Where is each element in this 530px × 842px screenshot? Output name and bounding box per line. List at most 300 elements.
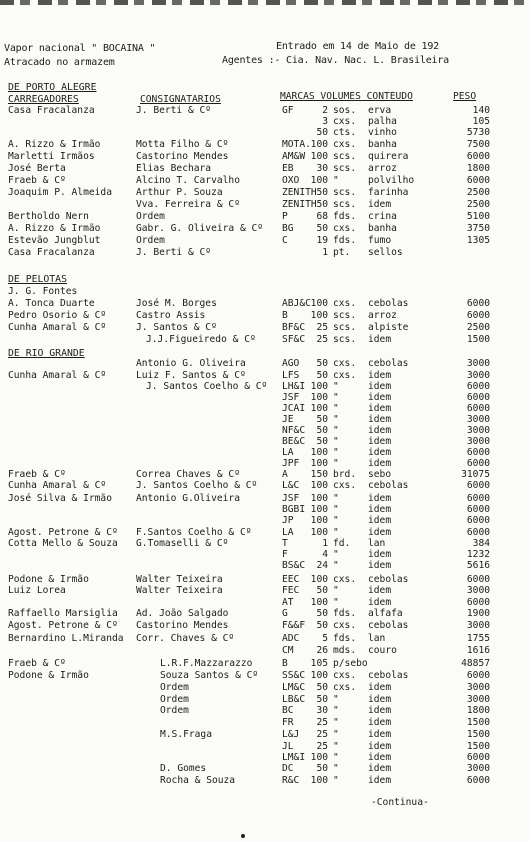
manifest-row (0, 286, 530, 297)
weight-cell: 7500 (466, 139, 490, 150)
package-cell: " (333, 527, 339, 538)
weight-cell: 1800 (466, 705, 490, 716)
consignee-cell: F.Santos Coelho & Cº (136, 527, 252, 538)
weight-cell: 6000 (466, 597, 490, 608)
manifest-row (0, 763, 530, 774)
consignee-cell: Castro Assis (136, 310, 206, 321)
contents-cell: cebolas (368, 358, 409, 369)
package-cell: " (333, 585, 339, 596)
contents-cell: idem (368, 458, 392, 469)
mark-cell: JSF (282, 493, 300, 504)
contents-cell: couro (368, 645, 397, 656)
manifest-row (0, 670, 530, 681)
quantity-cell: 68 (316, 211, 328, 222)
consignee-cell: J. Berti & Cº (136, 105, 212, 116)
quantity-cell: 25 (316, 334, 328, 345)
consignee-cell: J. Santos & Cº (136, 322, 217, 333)
weight-cell: 384 (472, 538, 490, 549)
quantity-cell: 26 (316, 645, 328, 656)
consignee-cell: Rocha & Souza (160, 775, 236, 786)
manifest-row (0, 694, 530, 705)
volumes-column-header: MARCAS VOLUMES CONTEUDO (280, 91, 413, 102)
weight-cell: 1500 (466, 717, 490, 728)
weight-cell: 6000 (466, 403, 490, 414)
shipper-cell: Cunha Amaral & Cº (8, 480, 107, 491)
weight-cell: 3000 (466, 436, 490, 447)
mark-cell: EEC (282, 574, 300, 585)
quantity-cell: 100 (310, 752, 328, 763)
weight-cell: 2500 (466, 199, 490, 210)
package-cell: " (333, 381, 339, 392)
package-cell: cxs. (333, 574, 357, 585)
shipper-cell: Casa Fracalanza (8, 247, 95, 258)
contents-cell: alpiste (368, 322, 409, 333)
quantity-cell: 50 (316, 370, 328, 381)
mark-cell: F (282, 549, 288, 560)
consignee-cell: L.R.F.Mazzarazzo (160, 658, 253, 669)
quantity-cell: 50 (316, 608, 328, 619)
package-cell: " (333, 597, 339, 608)
contents-cell: arroz (368, 163, 397, 174)
mark-cell: ZENITH (282, 199, 317, 210)
manifest-row (0, 436, 530, 447)
quantity-cell: 100 (310, 504, 328, 515)
weight-cell: 3750 (466, 223, 490, 234)
manifest-row (0, 775, 530, 786)
contents-cell: alfafa (368, 608, 403, 619)
manifest-row (0, 515, 530, 526)
weight-cell: 5616 (466, 560, 490, 571)
mark-cell: BG (282, 223, 294, 234)
mark-cell: LB&C (282, 694, 306, 705)
mark-cell: JPF (282, 458, 300, 469)
section-title: DE RIO GRANDE (8, 348, 85, 359)
weight-cell: 3000 (466, 682, 490, 693)
weight-cell: 1305 (466, 235, 490, 246)
manifest-row (0, 403, 530, 414)
package-cell: fds. (333, 211, 357, 222)
package-cell: " (333, 447, 339, 458)
quantity-cell: 50 (316, 187, 328, 198)
mark-cell: BS&C (282, 560, 306, 571)
weight-column-header: PESO (453, 91, 477, 102)
contents-cell: idem (368, 741, 392, 752)
package-cell: cxs. (333, 620, 357, 631)
weight-cell: 6000 (466, 175, 490, 186)
manifest-row (0, 504, 530, 515)
quantity-cell: 50 (316, 620, 328, 631)
manifest-row (0, 127, 530, 138)
manifest-row (0, 187, 530, 198)
weight-cell: 140 (472, 105, 490, 116)
mark-cell: LM&I (282, 752, 306, 763)
quantity-cell: 50 (316, 199, 328, 210)
package-cell: cxs. (333, 370, 357, 381)
mark-cell: LH&I (282, 381, 306, 392)
quantity-cell: 100 (310, 458, 328, 469)
package-cell: " (333, 458, 339, 469)
package-cell: " (333, 763, 339, 774)
contents-cell: idem (368, 370, 392, 381)
quantity-cell: 1 (322, 247, 328, 258)
consignee-cell: Motta Filho & Cº (136, 139, 229, 150)
quantity-cell: 100 (310, 447, 328, 458)
quantity-cell: 100 (310, 310, 328, 321)
package-cell: cxs. (333, 358, 357, 369)
manifest-row (0, 574, 530, 585)
package-cell: cts. (333, 127, 357, 138)
mark-cell: C (282, 235, 288, 246)
shipper-cell: Cunha Amaral & Cº (8, 370, 107, 381)
manifest-row (0, 247, 530, 258)
quantity-cell: 30 (316, 705, 328, 716)
consignee-cell: Correa Chaves & Cº (136, 469, 240, 480)
manifest-row (0, 116, 530, 127)
weight-cell: 6000 (466, 298, 490, 309)
consignee-cell: Souza Santos & Cº (160, 670, 259, 681)
contents-cell: idem (368, 549, 392, 560)
quantity-cell: 100 (310, 775, 328, 786)
quantity-cell: 50 (316, 414, 328, 425)
manifest-row (0, 370, 530, 381)
contents-cell: arroz (368, 310, 397, 321)
quantity-cell: 100 (310, 480, 328, 491)
shipper-cell: Raffaello Marsiglia (8, 608, 118, 619)
quantity-cell: 105 (310, 658, 328, 669)
manifest-row (0, 682, 530, 693)
contents-cell: idem (368, 447, 392, 458)
contents-cell: idem (368, 717, 392, 728)
mark-cell: G (282, 608, 288, 619)
quantity-cell: 25 (316, 741, 328, 752)
mark-cell: OXO (282, 175, 300, 186)
contents-cell: farinha (368, 187, 409, 198)
package-cell: " (333, 729, 339, 740)
contents-cell: lan (368, 538, 386, 549)
contents-cell: sebo (368, 469, 392, 480)
shipper-cell: Joaquim P. Almeida (8, 187, 112, 198)
package-cell: " (333, 775, 339, 786)
contents-cell: idem (368, 694, 392, 705)
manifest-row (0, 620, 530, 631)
consignee-cell: Elias Bechara (136, 163, 212, 174)
manifest-row (0, 493, 530, 504)
contents-cell: cebolas (368, 480, 409, 491)
quantity-cell: 100 (310, 493, 328, 504)
manifest-row (0, 458, 530, 469)
package-cell: " (333, 549, 339, 560)
contents-cell: banha (368, 223, 397, 234)
weight-cell: 3000 (466, 694, 490, 705)
consignee-cell: Antonio G.Oliveira (136, 493, 240, 504)
manifest-row (0, 658, 530, 669)
mark-cell: JL (282, 741, 294, 752)
contents-cell: idem (368, 705, 392, 716)
shipper-cell: Fraeb & Cº (8, 658, 66, 669)
manifest-row (0, 163, 530, 174)
contents-cell: idem (368, 682, 392, 693)
weight-cell: 6000 (466, 151, 490, 162)
shipper-cell: José Berta (8, 163, 66, 174)
weight-cell: 3000 (466, 370, 490, 381)
manifest-row (0, 549, 530, 560)
weight-cell: 6000 (466, 493, 490, 504)
consignee-cell: J. Santos Coelho & Cº (146, 381, 268, 392)
manifest-row (0, 480, 530, 491)
quantity-cell: 100 (310, 175, 328, 186)
shipper-cell: Marletti Irmãos (8, 151, 95, 162)
mark-cell: A (282, 469, 288, 480)
weight-cell: 105 (472, 116, 490, 127)
manifest-row (0, 322, 530, 333)
shipper-cell: Casa Fracalanza (8, 105, 95, 116)
contents-cell: quirera (368, 151, 409, 162)
contents-cell: idem (368, 414, 392, 425)
contents-cell: idem (368, 381, 392, 392)
mark-cell: DC (282, 763, 294, 774)
contents-cell: erva (368, 105, 392, 116)
weight-cell: 31075 (461, 469, 490, 480)
package-cell: sos. (333, 105, 357, 116)
manifest-row (0, 752, 530, 763)
manifest-row (0, 381, 530, 392)
manifest-row (0, 199, 530, 210)
contents-cell: palha (368, 116, 397, 127)
quantity-cell: 50 (316, 425, 328, 436)
shipper-cell: J. G. Fontes (8, 286, 78, 297)
weight-cell: 6000 (466, 527, 490, 538)
mark-cell: F&&F (282, 620, 306, 631)
manifest-row (0, 425, 530, 436)
contents-cell: idem (368, 527, 392, 538)
weight-cell: 3000 (466, 414, 490, 425)
quantity-cell: 50 (316, 682, 328, 693)
shipper-cell: A. Rizzo & Irmão (8, 139, 101, 150)
package-cell: fds. (333, 608, 357, 619)
mark-cell: SF&C (282, 334, 306, 345)
consignee-cell: Ordem (160, 694, 189, 705)
consignee-cell: Ordem (160, 682, 189, 693)
quantity-cell: 100 (310, 670, 328, 681)
consignee-cell: Gabr. G. Oliveira & Cº (136, 223, 264, 234)
package-cell: cxs. (333, 480, 357, 491)
contents-cell: idem (368, 775, 392, 786)
package-cell: " (333, 752, 339, 763)
manifest-row (0, 139, 530, 150)
manifest-row (0, 538, 530, 549)
contents-cell: idem (368, 515, 392, 526)
weight-cell: 2500 (466, 322, 490, 333)
manifest-row (0, 585, 530, 596)
contents-cell: idem (368, 560, 392, 571)
manifest-row (0, 729, 530, 740)
package-cell: " (333, 414, 339, 425)
quantity-cell: 100 (310, 403, 328, 414)
contents-cell: cebolas (368, 620, 409, 631)
shipper-cell: A. Rizzo & Irmão (8, 223, 101, 234)
quantity-cell: 100 (310, 139, 328, 150)
shipper-cell: Luiz Lorea (8, 585, 66, 596)
shipper-cell: Pedro Osorio & Cº (8, 310, 107, 321)
contents-cell: idem (368, 493, 392, 504)
contents-cell: polvilho (368, 175, 415, 186)
consignee-cell: Alcino T. Carvalho (136, 175, 240, 186)
manifest-row (0, 560, 530, 571)
weight-cell: 5100 (466, 211, 490, 222)
consignee-cell: Walter Teixeira (136, 585, 223, 596)
section-title: DE PELOTAS (8, 274, 67, 285)
package-cell: " (333, 560, 339, 571)
vapor-name: Vapor nacional " BOCAINA " (4, 43, 156, 54)
manifest-row (0, 392, 530, 403)
mark-cell: GF (282, 105, 294, 116)
contents-cell: sellos (368, 247, 403, 258)
mark-cell: LA (282, 527, 294, 538)
manifest-row (0, 705, 530, 716)
package-cell: " (333, 493, 339, 504)
weight-cell: 6000 (466, 310, 490, 321)
consignee-cell: Castorino Mendes (136, 151, 229, 162)
weight-cell: 6000 (466, 574, 490, 585)
weight-cell: 2500 (466, 187, 490, 198)
package-cell: " (333, 504, 339, 515)
shipper-cell: Agost. Petrone & Cº (8, 527, 118, 538)
contents-cell: idem (368, 425, 392, 436)
section-subtitle: CARREGADORES (8, 94, 79, 105)
shipper-cell: Podone & Irmão (8, 670, 89, 681)
quantity-cell: 24 (316, 560, 328, 571)
consignee-cell: Arthur P. Souza (136, 187, 223, 198)
package-cell: " (333, 694, 339, 705)
mark-cell: BF&C (282, 322, 306, 333)
package-cell: scs. (333, 310, 357, 321)
consignee-cell: G.Tomaselli & Cº (136, 538, 229, 549)
mark-cell: L&J (282, 729, 300, 740)
weight-cell: 6000 (466, 480, 490, 491)
mark-cell: LA (282, 447, 294, 458)
quantity-cell: 100 (310, 298, 328, 309)
quantity-cell: 19 (316, 235, 328, 246)
shipper-cell: Bernardino L.Miranda (8, 633, 124, 644)
shipper-cell: Cunha Amaral & Cº (8, 322, 107, 333)
package-cell: fds. (333, 633, 357, 644)
mark-cell: AT (282, 597, 294, 608)
quantity-cell: 4 (322, 549, 328, 560)
manifest-row (0, 334, 530, 345)
mark-cell: NF&C (282, 425, 306, 436)
mark-cell: T (282, 538, 288, 549)
mark-cell: BE&C (282, 436, 306, 447)
mark-cell: JSF (282, 392, 300, 403)
weight-cell: 1232 (466, 549, 490, 560)
mark-cell: JP (282, 515, 294, 526)
mark-cell: AM&W (282, 151, 306, 162)
consignee-cell: Antonio G. Oliveira (136, 358, 246, 369)
quantity-cell: 50 (316, 585, 328, 596)
contents-cell: idem (368, 585, 392, 596)
manifest-row (0, 414, 530, 425)
weight-cell: 1500 (466, 729, 490, 740)
weight-cell: 5730 (466, 127, 490, 138)
weight-cell: 6000 (466, 381, 490, 392)
continued-note: -Continua- (371, 797, 429, 808)
contents-cell: cebolas (368, 298, 409, 309)
manifest-row (0, 469, 530, 480)
manifest-row (0, 527, 530, 538)
shipper-cell: Estevão Jungblut (8, 235, 101, 246)
package-cell: scs. (333, 334, 357, 345)
consignee-cell: Ordem (136, 235, 165, 246)
manifest-row (0, 447, 530, 458)
package-cell: brd. (333, 469, 357, 480)
contents-cell: idem (368, 729, 392, 740)
mark-cell: MOTA. (282, 139, 311, 150)
shipper-cell: Cotta Mello & Souza (8, 538, 118, 549)
mark-cell: ABJ&C (282, 298, 311, 309)
weight-cell: 6000 (466, 670, 490, 681)
weight-cell: 3000 (466, 358, 490, 369)
scan-edge-artifact (0, 0, 530, 5)
shipper-cell: Agost. Petrone & Cº (8, 620, 118, 631)
package-cell: " (333, 392, 339, 403)
package-cell: cxs. (333, 116, 357, 127)
quantity-cell: 100 (310, 392, 328, 403)
mark-cell: B (282, 658, 288, 669)
package-cell: " (333, 436, 339, 447)
quantity-cell: 100 (310, 515, 328, 526)
agents-line: Agentes :- Cia. Nav. Nac. L. Brasileira (222, 55, 449, 66)
manifest-row (0, 358, 530, 369)
quantity-cell: 100 (310, 574, 328, 585)
shipper-cell: Bertholdo Nern (8, 211, 89, 222)
manifest-row (0, 645, 530, 656)
consignee-cell: José M. Borges (136, 298, 217, 309)
manifest-row (0, 633, 530, 644)
punch-hole-mark (241, 834, 245, 838)
quantity-cell: 25 (316, 717, 328, 728)
manifest-row (0, 608, 530, 619)
quantity-cell: 5 (322, 633, 328, 644)
package-cell: cxs. (333, 670, 357, 681)
berth-note: Atracado no armazem (4, 57, 115, 68)
shipper-cell: A. Tonca Duarte (8, 298, 95, 309)
quantity-cell: 25 (316, 322, 328, 333)
package-cell: " (333, 741, 339, 752)
consignee-cell: Corr. Chaves & Cº (136, 633, 235, 644)
contents-cell: cebolas (368, 670, 409, 681)
mark-cell: JE (282, 414, 294, 425)
quantity-cell: 2 (322, 105, 328, 116)
weight-cell: 1800 (466, 163, 490, 174)
package-cell: cxs. (333, 223, 357, 234)
consignee-cell: M.S.Fraga (160, 729, 212, 740)
consignee-cell: Ordem (136, 211, 165, 222)
weight-cell: 6000 (466, 447, 490, 458)
package-cell: scs. (333, 187, 357, 198)
package-cell: " (333, 175, 339, 186)
mark-cell: R&C (282, 775, 300, 786)
mark-cell: EB (282, 163, 294, 174)
quantity-cell: 3 (322, 116, 328, 127)
package-cell: " (333, 705, 339, 716)
mark-cell: ZENITH (282, 187, 317, 198)
contents-cell: lan (368, 633, 386, 644)
weight-cell: 6000 (466, 752, 490, 763)
manifest-row (0, 175, 530, 186)
weight-cell: 6000 (466, 504, 490, 515)
quantity-cell: 50 (316, 223, 328, 234)
quantity-cell: 50 (316, 694, 328, 705)
